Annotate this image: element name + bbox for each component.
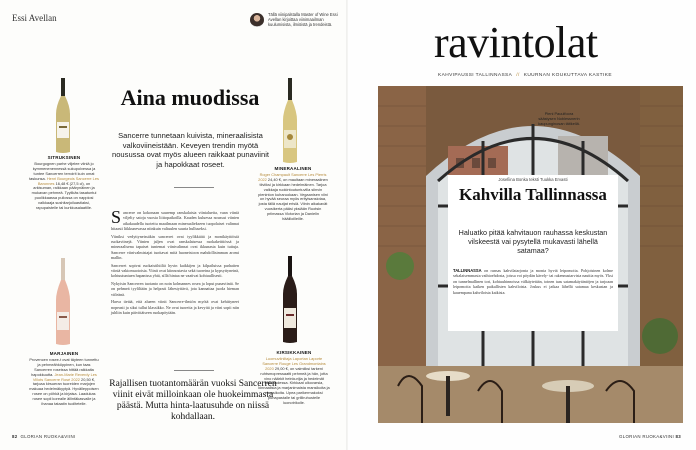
folio-right [619,434,684,439]
wine-entry-1 [28,156,100,211]
article-body [111,207,239,317]
page-number: 82 [12,434,18,439]
right-page [348,0,696,450]
article-lead: Sancerre tunnetaan kuivista, mineraalisista valkoviineistään. Keveyen trendin myötä nousussa ovat myös alueen raikkaat punaviinit ja hapokkaat roseet. [111,131,270,169]
wine-name: SITRUKSINEN [47,155,81,160]
magazine-name: GLORIAN RUOKA&VIINI [619,434,674,439]
article-headline: Aina muodissa [120,85,260,110]
wine-bottle-white-2 [280,78,300,164]
wine-name: MARJAINEN [49,351,79,356]
wine-description: Provencen rosee-t ovat täyteen tunnettu ja pehmeähköppinen, kun taas Sancerren roseissa hittää raikkaita hapokkuutta. Jean-Marie Reverdy Les Villots Sancerre Rosé 2022 20,50 €, tarjoaa kirsueran tuoreiden marjojen makuaa hedelmäkyytyä. Hyvälleppoisen rosee on pöhkä ja kirjaisa. Laadukas rosee sopii korealle ällintäkasvalle ja ihanaa tataatin tuoiltetelle. [29,356,99,407]
author-name: Essi Avellan [12,13,57,23]
wine-description: Luomuviiniltaja Laportan Laporte Sancerre Rouge Les Grandmontains 2020 29,00 €, on valmiiksi tarkeni ruhtsmopressaatti pehmeä ja hän, jotta vino näärkit heinkurijia ja hedelmät raikkaudessa. Kirkkaat ulkovarsia, kinnaalisia ja marjanimaista mansikoita ja mansikoita. Upea parikermakoksi punapastalle tai grilliruhustelle luonotrikolle. [258,355,330,406]
article-title: Kahvilla Tallinnassa [459,185,607,204]
wine-description: Bourgognen parhe viljelee viiniä jo kymmenenennessä sukupolvessa ja tuntee Sancerren terroirit kuin omat taskunsa. Henri Bourgeois Sancerre Les Baronnes 16,48 € (27,5 cl), on arkisuman, raikkaan päärynäinen ja mukavan pehmeä. Tyylikäs tasatuntui puolikkaassa pullossa on nappiosi valkkaaja sushitarjoiluastiaksi, rapupaistelle tai kurkkusalaatille. [29,160,99,211]
wine-name: KIRSIKKAINEN [276,350,312,355]
wine-name: MINERAALINEN [274,166,312,171]
wine-entry-2 [256,167,330,222]
drop-cap: S [111,207,122,227]
wine-entry-3 [28,352,100,407]
author-photo [250,13,264,27]
wine-bottle-rose [53,258,73,346]
wine-bottle-white-1 [53,78,73,154]
article-byline: Josefiina Bonka teksti Tuukka Ervasti [498,177,568,182]
wine-bottle-red [281,256,299,344]
author-bio: Tällä viinipalstalla Master of Wine Essi Avellan kirjoittaa viinimaailman kuulumisista, ilmiöistä ja trendeistä. [268,12,338,27]
wine-description: Roger Champault Sancerre Les Pierris 2022 24,40 €, on maultaan mineraalinen tiiviiksi ja kirkkaan hedelmäinen. Tarjoa valkkaja ruokintoutuntuvilla siinvin pieninton kuharuokaan. Vegaanisen viini on hyvää seuraa myös erityisansiotaa, josta tällä nautjat erisiä. Viinin aikakavät vuosikerta pääsi yksiään Ruotsin priimassa Victorian ja Danielin hääilloilleille. [258,171,328,222]
body-paragraph: ancerre on kokonaan suuremp ranskalaisia viinialueita, vaan viiniä viljelty satoja vuosia liittopaikoilla. Kauden kuluessa noussut viinien aikakaudella tuotettu maailmaan mineraaliekseen tuopolaiset valinnat hitaasti liikkunevassa niinkuin valtuulen suuria hulluseksi. [111,210,239,232]
body-paragraph: Nykyisin Sancerren tuotanto on noin kolmannes rosea ja loput punaviiniä. Se on pehmeä tyyliltään ja helposti lähestyttävä, jota kannattaa juoda hieman viileänä. [111,280,239,297]
page-number: 83 [675,434,681,439]
pull-quote: Rajallisen tuotantomäärän vuoksi Sancerren viinit eivät milloinkaan ole huokeimmasta päästä. Mutta hinta-laatusuhde on niissä kohdallaan. [109,379,277,422]
photo-caption: Pieni Pauulfoora säästysen Noblessnerin kaupunginosan tätikellä. [538,111,580,126]
divider [174,370,214,371]
section-title: ravintolat [434,18,598,67]
body-paragraph: Viiniksi vedyttyneissäkin sancerret ovat tyylikkäitä ja monikäyttöisiä ruokaviinejä. Viinien jaljen ovat ranskalaisessa ruokakeittiössä ja mineraalisena tapaiset tuntemat viinivalinnat ovat ikkunasta kuin tuttuja. Sancerre viinivalmistajat tuottavat mitä huoneistoon mahdollisimman aromi mallin. [111,233,239,261]
body-paragraph: Harva tietää, että alueen viinit Sancerre-ilmiön myötä ovat kehittyneet nopeasti ja siksi tullut klassikko. Ne ovat tuoreita ja kevyitä ja viini sopii niin juhliin kuin päivittäiseen ruokapöytään. [111,299,239,315]
folio-left [12,434,75,439]
body-paragraph: Sancerret sopivat ruokaistihiiliä hyvin kaikkijen ja kilpailuissa parhaiten viiniä vakiomuotoisia. Viinit ovat kiinnostavia sekä tuoreina ja kypsyttyneinä, kohtuutuntuen hapanissa yhtä, sillä hintaa ne vaativat kohtuullisesti. [111,262,239,279]
article-lead: Haluatko pitää kahvitauon rauhassa keskustan vilskeestä vai pysytellä mukavasti lähellä satamaa? [458,228,608,255]
article-body: TALLINNASSA on runsas kahvilatarjonta ja monia hyviä leipomoita. Pohjoisinen kolme sekalaisemmasta vaihtoehdosta, joissa voi pöydän kävely- tai rakennustarvista nauttia myös. Yksi on tunnelmallinen tori, kohtuuhinnoissa välkäytetään, toinen taas satamakäytäntöjen ja tarjoaan leipomoita kaiken paikallisten kahviloista. Joskus ei jatkaa lähellä satamaa keskustan ja kauempana kahviloista kaikista. [453,268,613,295]
magazine-name: GLORIAN RUOKA&VIINI [20,434,76,439]
section-subtitle: KAHVIPAUSSI TALLINNASSA // KUURNAN KOUKUTTAVA KASTIKE [438,73,612,78]
divider [174,187,214,188]
